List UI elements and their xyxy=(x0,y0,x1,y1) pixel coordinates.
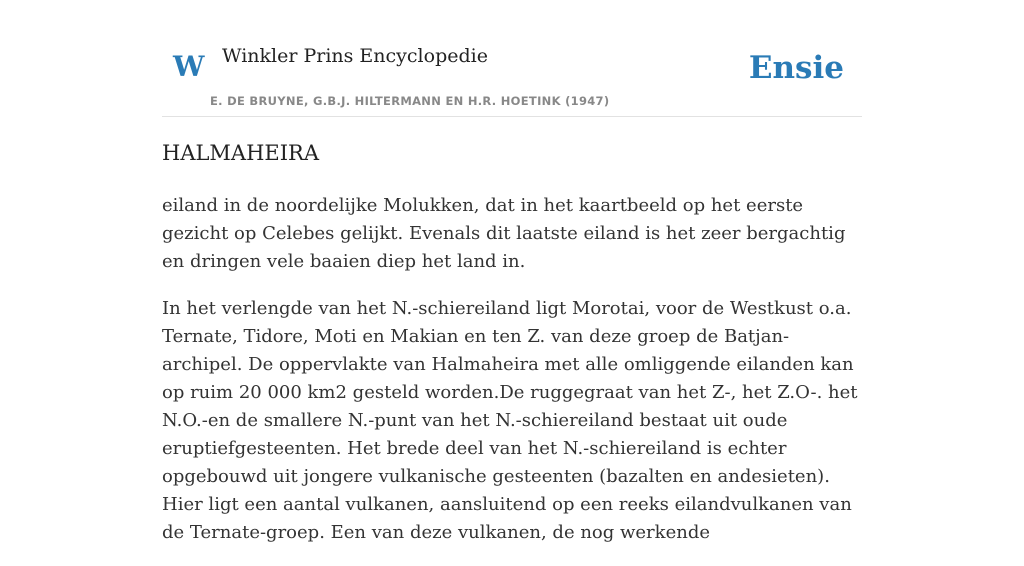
winkler-prins-logo[interactable]: W xyxy=(173,50,205,83)
article-title: HALMAHEIRA xyxy=(162,141,320,165)
source-title[interactable]: Winkler Prins Encyclopedie xyxy=(222,45,488,67)
article-paragraph: In het verlengde van het N.-schiereiland ligt Morotai, voor de Westkust o.a. Ternate, Tidore, Moti en Makian en ten Z. van deze groep de Batjan-archipel. De oppervlakte van Halmaheira met alle omliggende eilanden kan op ruim 20 000 km2 gesteld worden.De ruggegraat van het Z-, het Z.O-. het N.O.-en de smallere N.-punt van het N.-schiereiland bestaat uit oude eruptiefgesteenten. Het brede deel van het N.-schiereiland is echter opgebouwd uit jongere vulkanische gesteenten (bazalten en andesieten). Hier ligt een aantal vulkanen, aansluitend op een reeks eilandvulkanen van de Ternate-groep. Een van deze vulkanen, de nog werkende xyxy=(162,298,858,543)
source-authors: E. DE BRUYNE, G.B.J. HILTERMANN EN H.R. HOETINK (1947) xyxy=(210,94,610,108)
article-paragraph: eiland in de noordelijke Molukken, dat in het kaartbeeld op het eerste gezicht op Celebes gelijkt. Evenals dit laatste eiland is het zeer bergachtig en dringen vele baaien diep het land in. xyxy=(162,195,846,272)
ensie-logo[interactable]: Ensie xyxy=(748,50,844,86)
source-header xyxy=(162,0,862,117)
article-body xyxy=(162,192,868,566)
